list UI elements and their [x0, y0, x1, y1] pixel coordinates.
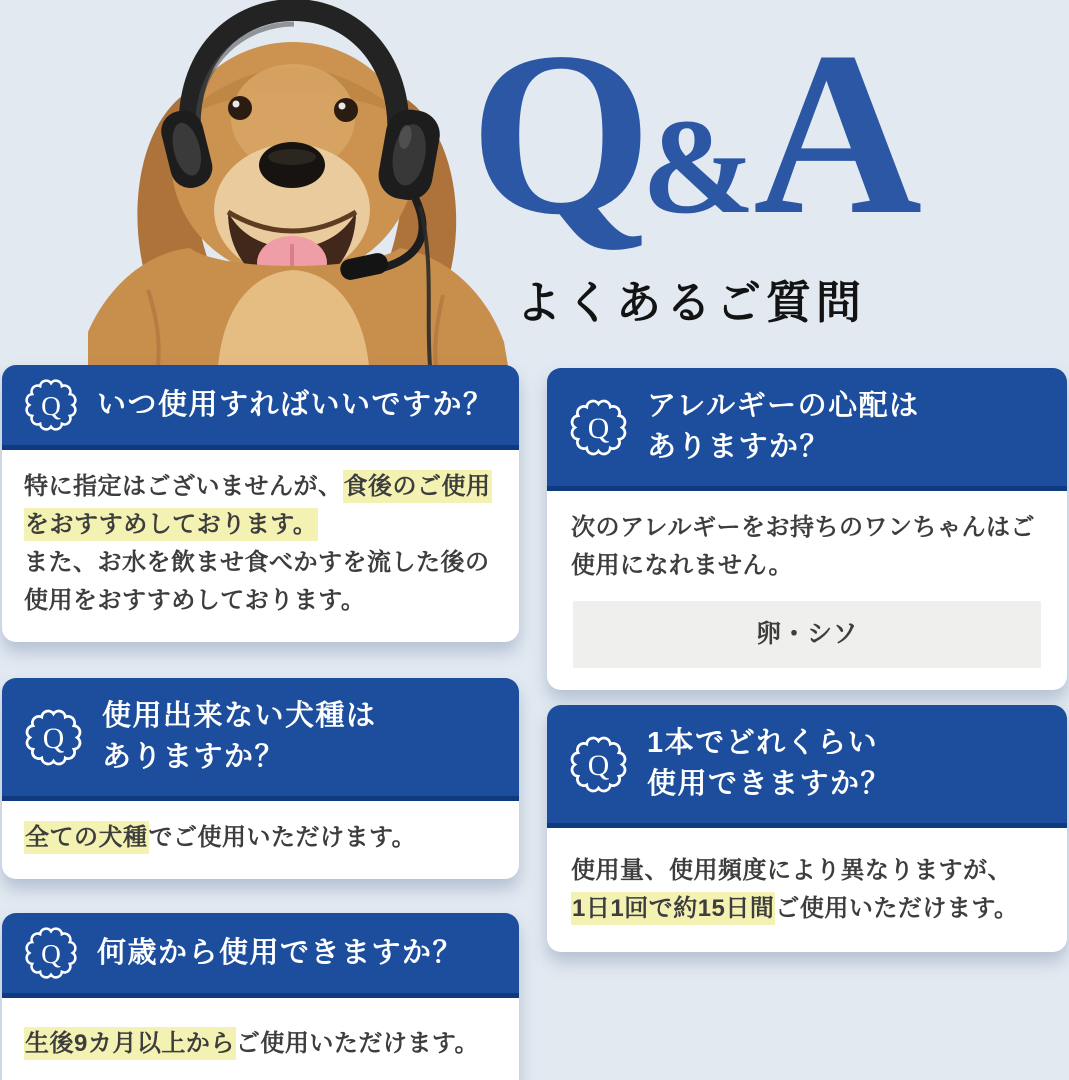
- highlight-text: 1日1回で約15日間: [571, 892, 775, 925]
- question-text: いつ使用すればいいですか？: [97, 388, 494, 421]
- qa-card-when-to-use: [2, 365, 519, 642]
- highlight-text: 全ての犬種: [24, 821, 149, 854]
- highlight-text: 生後9カ月以上から: [24, 1027, 236, 1060]
- allergy-ingredients-box: 卵・シソ: [573, 601, 1041, 669]
- q-badge-icon: [567, 733, 630, 796]
- question-text: 使用出来ない犬種は ありますか？: [102, 700, 377, 773]
- title-letter-a: A: [753, 3, 913, 263]
- title-letter-q: Q: [469, 3, 642, 263]
- answer-segment: 次のアレルギーをお持ちのワンちゃんはご使用になれません。: [571, 514, 1035, 579]
- page-subtitle: よくあるご質問: [515, 278, 866, 328]
- question-header: [2, 365, 519, 450]
- q-badge-letter: Q: [587, 748, 610, 782]
- answer-text: [2, 450, 519, 642]
- title-ampersand: &: [641, 92, 754, 242]
- answer-text: [547, 491, 1067, 690]
- question-header: [547, 705, 1067, 828]
- question-text: アレルギーの心配は ありますか？: [647, 390, 920, 463]
- answer-segment: 特に指定はございませんが、: [24, 473, 343, 500]
- question-header: [2, 913, 519, 998]
- q-badge-letter: Q: [42, 721, 65, 755]
- answer-segment: でご使用いただけます。: [148, 824, 417, 851]
- q-badge-letter: Q: [41, 938, 61, 969]
- answer-segment: ご使用いただけます。: [235, 1030, 479, 1057]
- q-badge-icon: [22, 706, 85, 769]
- question-text: 1本でどれくらい 使用できますか？: [647, 727, 892, 800]
- answer-segment: ご使用いただけます。: [775, 894, 1019, 922]
- q-badge-icon: [22, 376, 80, 434]
- qa-card-allergy: [547, 368, 1067, 690]
- q-badge-icon: [567, 396, 630, 459]
- q-badge-letter: Q: [41, 390, 61, 421]
- answer-segment: 使用量、使用頻度により異なりますが、: [571, 857, 1012, 884]
- answer-segment: また、お水を飲ませ食べかすを流した後の使用をおすすめしております。: [24, 548, 490, 614]
- dog-headset-image: [88, 0, 520, 366]
- q-badge-icon: [22, 924, 80, 982]
- question-header: [2, 678, 519, 801]
- answer-text: [2, 801, 519, 879]
- qa-card-dog-breeds: [2, 678, 519, 879]
- question-text: 何歳から使用できますか？: [97, 936, 464, 969]
- qa-card-duration: [547, 705, 1067, 952]
- page-title: [468, 3, 914, 263]
- qa-card-age: [2, 913, 519, 1080]
- question-header: [547, 368, 1067, 491]
- answer-text: [2, 998, 519, 1080]
- q-badge-letter: Q: [587, 411, 610, 445]
- answer-text: [547, 828, 1067, 952]
- highlight-text: 食後のご使用をおすすめしております。: [24, 470, 492, 541]
